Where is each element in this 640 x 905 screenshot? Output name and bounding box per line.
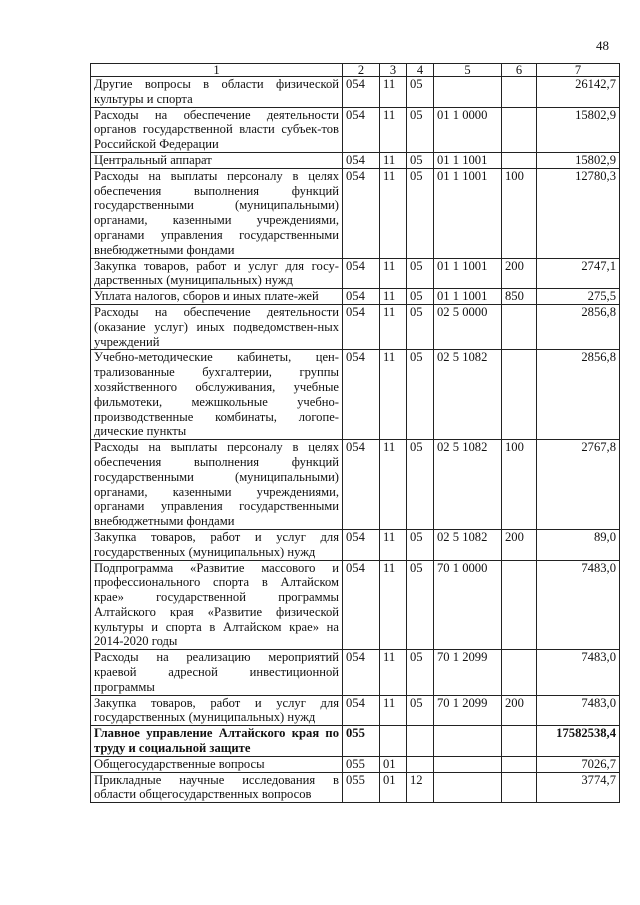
page-number: 48 bbox=[596, 38, 609, 53]
row-target-article bbox=[434, 77, 502, 108]
row-section: 11 bbox=[380, 258, 407, 289]
row-amount: 7483,0 bbox=[537, 695, 620, 726]
row-subsection: 05 bbox=[407, 529, 434, 560]
row-ministry-code: 054 bbox=[343, 168, 380, 258]
row-expense-type bbox=[502, 772, 537, 803]
row-expense-type: 200 bbox=[502, 695, 537, 726]
table-row bbox=[91, 289, 620, 305]
row-name: Главное управление Алтайского края по труду и социальной защите bbox=[91, 726, 343, 757]
row-section: 11 bbox=[380, 289, 407, 305]
row-target-article: 01 1 1001 bbox=[434, 258, 502, 289]
header-col-4: 4 bbox=[407, 64, 434, 77]
row-target-article bbox=[434, 772, 502, 803]
row-amount: 2767,8 bbox=[537, 440, 620, 530]
row-name: Расходы на выплаты персоналу в целях обеспечения выполнения функций государственными (муниципальными) органами, казенными учреждениями, органами управления государственными внебюджетными фондами bbox=[91, 168, 343, 258]
row-expense-type bbox=[502, 107, 537, 152]
row-ministry-code: 054 bbox=[343, 695, 380, 726]
row-section: 11 bbox=[380, 168, 407, 258]
row-amount: 12780,3 bbox=[537, 168, 620, 258]
row-target-article: 01 1 1001 bbox=[434, 168, 502, 258]
row-subsection: 05 bbox=[407, 289, 434, 305]
row-target-article bbox=[434, 756, 502, 772]
row-name: Общегосударственные вопросы bbox=[91, 756, 343, 772]
row-ministry-code: 054 bbox=[343, 258, 380, 289]
table-row bbox=[91, 304, 620, 349]
row-section: 11 bbox=[380, 560, 407, 650]
row-section: 11 bbox=[380, 304, 407, 349]
row-subsection: 12 bbox=[407, 772, 434, 803]
row-subsection: 05 bbox=[407, 258, 434, 289]
row-name: Другие вопросы в области физической культуры и спорта bbox=[91, 77, 343, 108]
table-row bbox=[91, 756, 620, 772]
row-target-article: 01 1 1001 bbox=[434, 289, 502, 305]
row-name: Подпрограмма «Развитие массового и профессионального спорта в Алтайском крае» государственной программы Алтайского края «Развитие физической культуры и спорта в Алтайском крае» на 2014-2020 годы bbox=[91, 560, 343, 650]
row-subsection: 05 bbox=[407, 560, 434, 650]
row-name: Расходы на обеспечение деятельности органов государственной власти субъек-тов Российской Федерации bbox=[91, 107, 343, 152]
row-subsection: 05 bbox=[407, 107, 434, 152]
table-row bbox=[91, 258, 620, 289]
row-expense-type bbox=[502, 560, 537, 650]
header-col-2: 2 bbox=[343, 64, 380, 77]
header-col-7: 7 bbox=[537, 64, 620, 77]
row-name: Расходы на выплаты персоналу в целях обеспечения выполнения функций государственными (муниципальными) органами, казенными учреждениями, органами управления государственными внебюджетными фондами bbox=[91, 440, 343, 530]
row-name: Уплата налогов, сборов и иных плате-жей bbox=[91, 289, 343, 305]
row-section: 11 bbox=[380, 440, 407, 530]
row-expense-type: 100 bbox=[502, 168, 537, 258]
row-expense-type bbox=[502, 650, 537, 695]
row-ministry-code: 054 bbox=[343, 107, 380, 152]
row-subsection bbox=[407, 756, 434, 772]
row-target-article: 02 5 1082 bbox=[434, 529, 502, 560]
row-section: 01 bbox=[380, 772, 407, 803]
row-subsection: 05 bbox=[407, 152, 434, 168]
row-target-article: 02 5 1082 bbox=[434, 350, 502, 440]
row-amount: 15802,9 bbox=[537, 107, 620, 152]
row-subsection: 05 bbox=[407, 77, 434, 108]
row-section: 11 bbox=[380, 152, 407, 168]
row-ministry-code: 054 bbox=[343, 152, 380, 168]
row-name: Учебно-методические кабинеты, цен-трализованные бухгалтерии, группы хозяйственного обслуживания, учебные фильмотеки, межшкольные учебно-производственные комбинаты, логопе-дические пункты bbox=[91, 350, 343, 440]
row-section bbox=[380, 726, 407, 757]
row-target-article: 01 1 0000 bbox=[434, 107, 502, 152]
row-subsection: 05 bbox=[407, 350, 434, 440]
row-section: 01 bbox=[380, 756, 407, 772]
row-expense-type bbox=[502, 756, 537, 772]
row-amount: 2856,8 bbox=[537, 350, 620, 440]
row-expense-type: 200 bbox=[502, 258, 537, 289]
row-amount: 2856,8 bbox=[537, 304, 620, 349]
row-amount: 7483,0 bbox=[537, 650, 620, 695]
row-expense-type bbox=[502, 304, 537, 349]
row-ministry-code: 054 bbox=[343, 529, 380, 560]
row-subsection: 05 bbox=[407, 304, 434, 349]
table-row bbox=[91, 650, 620, 695]
row-subsection: 05 bbox=[407, 695, 434, 726]
table-row bbox=[91, 560, 620, 650]
row-ministry-code: 054 bbox=[343, 77, 380, 108]
row-section: 11 bbox=[380, 350, 407, 440]
row-name: Закупка товаров, работ и услуг для государственных (муниципальных) нужд bbox=[91, 529, 343, 560]
row-expense-type bbox=[502, 152, 537, 168]
row-ministry-code: 055 bbox=[343, 772, 380, 803]
header-col-3: 3 bbox=[380, 64, 407, 77]
row-amount: 15802,9 bbox=[537, 152, 620, 168]
row-section: 11 bbox=[380, 650, 407, 695]
row-subsection: 05 bbox=[407, 168, 434, 258]
row-ministry-code: 054 bbox=[343, 650, 380, 695]
table-row-department bbox=[91, 726, 620, 757]
row-amount: 275,5 bbox=[537, 289, 620, 305]
row-amount: 7483,0 bbox=[537, 560, 620, 650]
table-row bbox=[91, 350, 620, 440]
row-expense-type: 200 bbox=[502, 529, 537, 560]
row-amount: 17582538,4 bbox=[537, 726, 620, 757]
row-target-article: 01 1 1001 bbox=[434, 152, 502, 168]
row-ministry-code: 055 bbox=[343, 756, 380, 772]
table-row bbox=[91, 440, 620, 530]
row-amount: 89,0 bbox=[537, 529, 620, 560]
budget-table bbox=[90, 63, 620, 803]
table-row bbox=[91, 168, 620, 258]
table-row bbox=[91, 772, 620, 803]
row-name: Закупка товаров, работ и услуг для государственных (муниципальных) нужд bbox=[91, 695, 343, 726]
row-ministry-code: 055 bbox=[343, 726, 380, 757]
table-row bbox=[91, 107, 620, 152]
row-section: 11 bbox=[380, 107, 407, 152]
row-target-article: 02 5 1082 bbox=[434, 440, 502, 530]
row-section: 11 bbox=[380, 77, 407, 108]
row-expense-type: 100 bbox=[502, 440, 537, 530]
header-col-1: 1 bbox=[91, 64, 343, 77]
row-amount: 7026,7 bbox=[537, 756, 620, 772]
row-expense-type bbox=[502, 77, 537, 108]
row-expense-type bbox=[502, 350, 537, 440]
row-subsection bbox=[407, 726, 434, 757]
row-ministry-code: 054 bbox=[343, 560, 380, 650]
row-target-article: 70 1 2099 bbox=[434, 650, 502, 695]
row-ministry-code: 054 bbox=[343, 304, 380, 349]
row-name: Расходы на реализацию мероприятий краевой адресной инвестиционной программы bbox=[91, 650, 343, 695]
row-expense-type: 850 bbox=[502, 289, 537, 305]
row-target-article: 02 5 0000 bbox=[434, 304, 502, 349]
row-section: 11 bbox=[380, 695, 407, 726]
row-ministry-code: 054 bbox=[343, 350, 380, 440]
row-subsection: 05 bbox=[407, 440, 434, 530]
header-col-6: 6 bbox=[502, 64, 537, 77]
table-row bbox=[91, 529, 620, 560]
row-target-article bbox=[434, 726, 502, 757]
row-target-article: 70 1 0000 bbox=[434, 560, 502, 650]
row-name: Прикладные научные исследования в области общегосударственных вопросов bbox=[91, 772, 343, 803]
row-target-article: 70 1 2099 bbox=[434, 695, 502, 726]
table-row bbox=[91, 77, 620, 108]
table-header-row bbox=[91, 64, 620, 77]
row-name: Закупка товаров, работ и услуг для госу-дарственных (муниципальных) нужд bbox=[91, 258, 343, 289]
row-amount: 26142,7 bbox=[537, 77, 620, 108]
row-name: Расходы на обеспечение деятельности (оказание услуг) иных подведомствен-ных учреждений bbox=[91, 304, 343, 349]
table-row bbox=[91, 695, 620, 726]
header-col-5: 5 bbox=[434, 64, 502, 77]
row-ministry-code: 054 bbox=[343, 289, 380, 305]
row-expense-type bbox=[502, 726, 537, 757]
row-ministry-code: 054 bbox=[343, 440, 380, 530]
row-amount: 3774,7 bbox=[537, 772, 620, 803]
row-subsection: 05 bbox=[407, 650, 434, 695]
row-amount: 2747,1 bbox=[537, 258, 620, 289]
table-row bbox=[91, 152, 620, 168]
row-name: Центральный аппарат bbox=[91, 152, 343, 168]
row-section: 11 bbox=[380, 529, 407, 560]
